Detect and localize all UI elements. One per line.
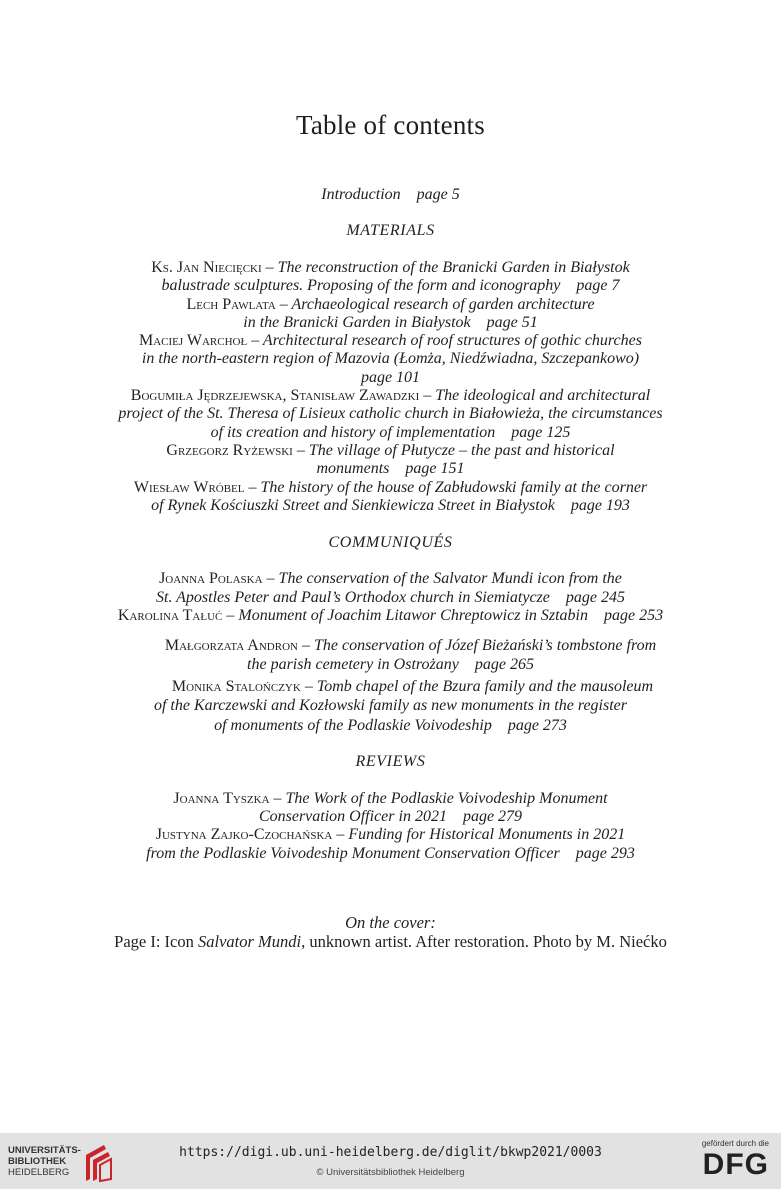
page-number: page 151 — [405, 460, 465, 477]
page-number: page 101 — [360, 369, 421, 386]
entry-title: – Archaeological research of garden architecture — [275, 296, 595, 313]
toc-line — [0, 607, 781, 625]
entry-author: Monika Stalończyk — [171, 678, 301, 695]
entry-author: Wiesław Wróbel — [133, 479, 245, 496]
toc-line — [0, 808, 781, 826]
entry-title: Conservation Officer in 2021 — [258, 808, 447, 825]
page-number: page 245 — [565, 589, 625, 606]
toc-line — [0, 350, 781, 368]
toc-line — [0, 387, 781, 405]
entry-author: Bogumiła Jędrzejewska, Stanisław Zawadzki — [130, 387, 420, 404]
toc-line — [0, 277, 781, 295]
entry-author: Grzegorz Ryżewski — [166, 442, 293, 459]
page-number: page 253 — [604, 607, 664, 624]
entry-author: Lech Pawlata — [186, 296, 276, 313]
entry-author: Joanna Tyszka — [173, 790, 270, 807]
library-name-line: BIBLIOTHEK — [8, 1156, 67, 1167]
toc-line — [0, 790, 781, 808]
page-title: Table of contents — [296, 110, 485, 140]
entry-title: – The Work of the Podlaskie Voivodeship Monument — [269, 790, 608, 807]
page-number: page 51 — [486, 314, 538, 331]
entry-author: Justyna Zajko-Czochańska — [155, 826, 333, 843]
entry-title: in the north-eastern region of Mazovia (Łomża, Niedźwiadna, Szczepankowo) — [141, 350, 640, 367]
entry-title: – The reconstruction of the Branicki Garden in Białystok — [261, 259, 630, 276]
entry-author: Karolina Tałuć — [117, 607, 223, 624]
entry-title: – Funding for Historical Monuments in 2021 — [332, 826, 626, 843]
page-number: page 125 — [511, 424, 571, 441]
funder-name: DFG — [702, 1148, 769, 1181]
cover-caption-suffix: , unknown artist. After restoration. Photo by M. Niećko — [301, 932, 667, 951]
page-number: page 273 — [507, 717, 567, 734]
toc-line — [0, 424, 781, 442]
cover-caption-prefix: Page I: Icon — [114, 932, 199, 951]
entry-title: – The conservation of the Salvator Mundi icon from the — [262, 570, 622, 587]
entry-title: St. Apostles Peter and Paul’s Orthodox church in Siemiatycze — [156, 589, 550, 606]
entry-author: Maciej Warchoł — [139, 332, 248, 349]
entry-title: – Monument of Joachim Litawor Chreptowicz in Sztabin — [222, 607, 588, 624]
toc-line — [0, 332, 781, 350]
toc-line — [20, 637, 781, 655]
dfg-logo[interactable] — [691, 1139, 769, 1185]
toc-line — [0, 314, 781, 332]
toc-line — [0, 656, 781, 674]
toc-line — [0, 717, 781, 735]
page-number: page 193 — [570, 497, 630, 514]
toc-line — [0, 405, 781, 423]
toc-line — [0, 259, 781, 277]
cover-caption-work: Salvator Mundi — [198, 932, 302, 951]
document-url-link[interactable]: https://digi.ub.uni-heidelberg.de/diglit/bkwp2021/0003 — [179, 1145, 602, 1160]
toc-line — [0, 845, 781, 863]
entry-title: – The history of the house of Zabłudowski family at the corner — [244, 479, 648, 496]
entry-title: – The ideological and architectural — [419, 387, 651, 404]
section-heading-materials: MATERIALS — [346, 222, 435, 239]
page-number: page 293 — [575, 845, 635, 862]
cover-caption — [0, 933, 781, 951]
toc-entry-introduction — [0, 186, 781, 204]
section-heading-reviews: REVIEWS — [355, 753, 426, 770]
entry-title: Introduction — [321, 186, 401, 203]
toc-line — [0, 570, 781, 588]
entry-title: of monuments of the Podlaskie Voivodeship — [214, 717, 492, 734]
entry-title: of the Karczewski and Kozłowski family as new monuments in the register — [153, 697, 627, 714]
cover-heading: On the cover: — [345, 913, 436, 932]
entry-title: – Tomb chapel of the Bzura family and the mausoleum — [300, 678, 654, 695]
toc-line — [0, 497, 781, 515]
toc-line — [0, 460, 781, 478]
entry-title: from the Podlaskie Voivodeship Monument Conservation Officer — [146, 845, 560, 862]
toc-line — [0, 296, 781, 314]
toc-line — [0, 826, 781, 844]
section-heading-communiques: COMMUNIQUÉS — [328, 534, 453, 551]
funder-caption: gefördert durch die — [701, 1139, 769, 1148]
entry-title: – The conservation of Józef Bieżański’s tombstone from — [297, 637, 657, 654]
entry-title: – The village of Płutycze – the past and historical — [292, 442, 615, 459]
entry-title: monuments — [316, 460, 390, 477]
entry-title: project of the St. Theresa of Lisieux catholic church in Białowieża, the circumstances — [118, 405, 663, 422]
page-number: page 7 — [576, 277, 620, 294]
library-name-line: HEIDELBERG — [8, 1167, 70, 1178]
entry-author: Joanna Polaska — [159, 570, 263, 587]
toc-line — [0, 442, 781, 460]
entry-title: the parish cemetery in Ostrożany — [247, 656, 459, 673]
toc-line — [0, 589, 781, 607]
entry-author: Małgorzata Andron — [164, 637, 298, 654]
entry-title: of its creation and history of implementation — [210, 424, 496, 441]
toc-line — [0, 369, 781, 387]
entry-title: in the Branicki Garden in Białystok — [243, 314, 471, 331]
entry-title: – Architectural research of roof structures of gothic churches — [247, 332, 642, 349]
entry-title: balustrade sculptures. Proposing of the form and iconography — [161, 277, 561, 294]
page-number: page 265 — [474, 656, 534, 673]
footer-bar — [0, 1133, 781, 1189]
toc-line — [0, 697, 781, 715]
page-number: page 279 — [462, 808, 523, 825]
library-name-line: UNIVERSITÄTS- — [8, 1145, 81, 1156]
entry-author: Ks. Jan Niecięcki — [151, 259, 262, 276]
entry-title: of Rynek Kościuszki Street and Sienkiewicza Street in Białystok — [151, 497, 555, 514]
toc-line — [0, 479, 781, 497]
page-number: page 5 — [416, 186, 460, 203]
toc-line — [22, 678, 781, 696]
copyright-notice: © Universitätsbibliothek Heidelberg — [316, 1167, 465, 1178]
